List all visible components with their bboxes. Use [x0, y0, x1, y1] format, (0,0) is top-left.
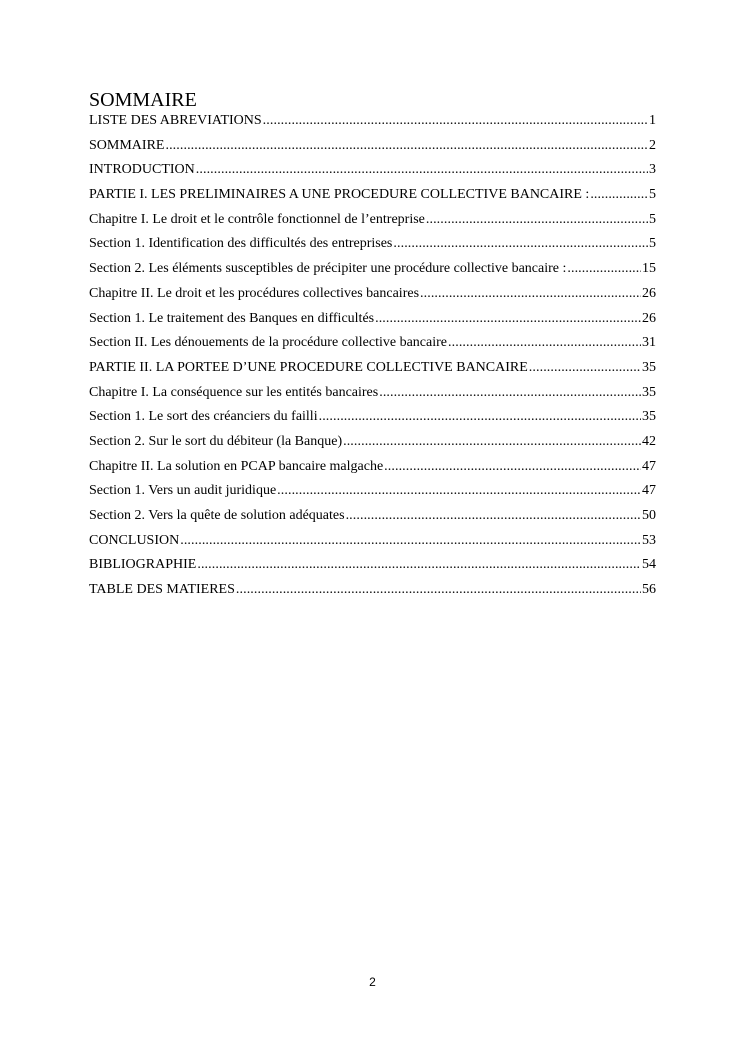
- toc-entry-title: BIBLIOGRAPHIE: [89, 557, 197, 573]
- toc-entry-page: 15: [642, 261, 656, 277]
- dot-leader: [197, 555, 641, 575]
- toc-entry[interactable]: [89, 555, 656, 580]
- toc-entry-page: 1: [649, 113, 656, 128]
- toc-entry[interactable]: [89, 333, 656, 358]
- toc-entry-page: 3: [649, 162, 656, 178]
- dot-leader: [263, 111, 648, 131]
- dot-leader: [343, 432, 641, 452]
- toc-entry[interactable]: [89, 506, 656, 531]
- toc-entry-title: INTRODUCTION: [89, 162, 195, 178]
- toc-entry-page: 35: [642, 384, 656, 400]
- toc-entry[interactable]: [89, 210, 656, 235]
- toc-entry[interactable]: [89, 580, 656, 605]
- toc-entry-title: Chapitre I. Le droit et le contrôle fonctionnel de l’entreprise: [89, 211, 425, 227]
- toc-entry-page: 5: [649, 211, 656, 227]
- dot-leader: [277, 481, 641, 501]
- toc-entry-page: 26: [642, 285, 656, 301]
- toc-entry-page: 47: [642, 458, 656, 474]
- toc-entry-title: Chapitre II. La solution en PCAP bancaire malgache: [89, 458, 384, 474]
- toc-entry-title: LISTE DES ABREVIATIONS: [89, 113, 262, 128]
- dot-leader: [529, 358, 641, 378]
- toc-entry-title: CONCLUSION: [89, 532, 180, 548]
- dot-leader: [346, 506, 641, 526]
- toc-entry-page: 31: [642, 335, 656, 351]
- toc-entry[interactable]: [89, 136, 656, 161]
- toc-entry-title: TABLE DES MATIERES: [89, 582, 235, 598]
- toc-entry-page: 5: [649, 236, 656, 252]
- toc-entry[interactable]: [89, 160, 656, 185]
- toc-entry[interactable]: [89, 358, 656, 383]
- toc-entry-title: PARTIE II. LA PORTEE D’UNE PROCEDURE COLLECTIVE BANCAIRE: [89, 359, 528, 375]
- table-of-contents: [89, 111, 656, 605]
- page-number: 2: [369, 975, 376, 989]
- toc-entry-title: Section 1. Le traitement des Banques en difficultés: [89, 310, 375, 326]
- toc-entry[interactable]: [89, 432, 656, 457]
- toc-entry-page: 5: [649, 187, 656, 203]
- toc-entry-page: 53: [642, 532, 656, 548]
- toc-entry[interactable]: [89, 185, 656, 210]
- dot-leader: [319, 407, 641, 427]
- toc-entry-page: 26: [642, 310, 656, 326]
- toc-entry[interactable]: [89, 309, 656, 334]
- toc-entry-page: 47: [642, 483, 656, 499]
- dot-leader: [393, 234, 648, 254]
- toc-entry[interactable]: [89, 259, 656, 284]
- dot-leader: [590, 185, 648, 205]
- toc-entry[interactable]: [89, 407, 656, 432]
- toc-entry[interactable]: [89, 234, 656, 259]
- toc-entry-page: 56: [642, 582, 656, 598]
- dot-leader: [426, 210, 648, 230]
- toc-entry-page: 50: [642, 508, 656, 523]
- toc-entry[interactable]: [89, 284, 656, 309]
- toc-entry-page: 42: [642, 433, 656, 449]
- toc-entry-title: Section 2. Sur le sort du débiteur (la Banque): [89, 433, 343, 449]
- toc-entry[interactable]: [89, 531, 656, 556]
- toc-entry-title: SOMMAIRE: [89, 137, 165, 153]
- toc-entry[interactable]: [89, 481, 656, 506]
- toc-entry-title: Chapitre II. Le droit et les procédures collectives bancaires: [89, 285, 420, 301]
- toc-entry-title: Section II. Les dénouements de la procédure collective bancaire: [89, 335, 448, 351]
- dot-leader: [196, 160, 648, 180]
- dot-leader: [180, 531, 641, 551]
- toc-entry[interactable]: [89, 383, 656, 408]
- toc-entry-page: 35: [642, 359, 656, 375]
- dot-leader: [448, 333, 641, 353]
- dot-leader: [375, 309, 641, 329]
- dot-leader: [384, 457, 641, 477]
- toc-entry[interactable]: [89, 457, 656, 482]
- dot-leader: [165, 136, 648, 156]
- dot-leader: [567, 259, 641, 279]
- toc-entry-title: Section 1. Identification des difficultés des entreprises: [89, 236, 393, 252]
- dot-leader: [379, 383, 641, 403]
- dot-leader: [420, 284, 641, 304]
- toc-entry-title: Section 1. Le sort des créanciers du failli: [89, 409, 318, 425]
- toc-entry-page: 35: [642, 409, 656, 425]
- toc-entry-page: 2: [649, 137, 656, 153]
- dot-leader: [236, 580, 641, 600]
- toc-entry-title: PARTIE I. LES PRELIMINAIRES A UNE PROCEDURE COLLECTIVE BANCAIRE :: [89, 187, 590, 203]
- toc-entry[interactable]: [89, 111, 656, 136]
- page-title: SOMMAIRE: [89, 89, 197, 111]
- toc-entry-title: Section 2. Vers la quête de solution adéquates: [89, 508, 345, 523]
- toc-entry-title: Section 2. Les éléments susceptibles de précipiter une procédure collective bancaire :: [89, 261, 567, 277]
- toc-entry-title: Chapitre I. La conséquence sur les entités bancaires: [89, 384, 379, 400]
- toc-entry-title: Section 1. Vers un audit juridique: [89, 483, 277, 499]
- toc-entry-page: 54: [642, 557, 656, 573]
